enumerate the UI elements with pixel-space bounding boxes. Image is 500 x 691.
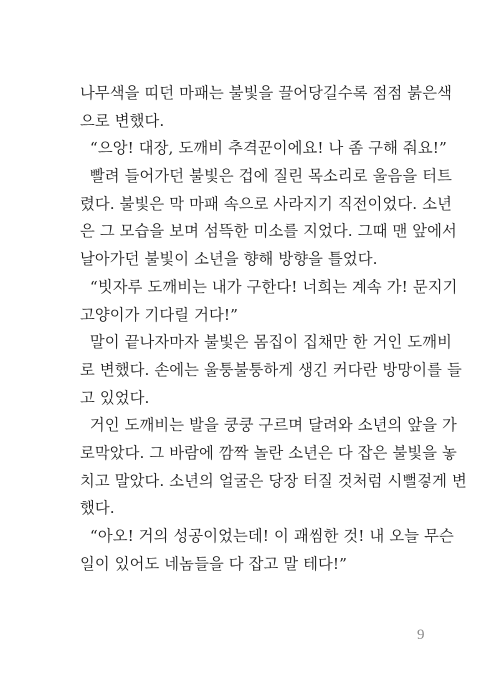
text-line: “아오! 거의 성공이었는데! 이 괘씸한 것! 내 오늘 무슨: [80, 527, 454, 545]
text-line: 했다.: [80, 499, 115, 518]
text-line: 고 있었다.: [80, 388, 150, 407]
text-line: 일이 있어도 네놈들을 다 잡고 말 테다!”: [80, 554, 348, 573]
text-line: 으로 변했다.: [80, 111, 165, 130]
text-line: 렸다. 불빛은 막 마패 속으로 사라지기 직전이었다. 소년: [80, 194, 452, 213]
text-line: 날아가던 불빛이 소년을 향해 방향을 틀었다.: [80, 250, 378, 269]
text-line: 고양이가 기다릴 거다!”: [80, 305, 238, 324]
text-line: “빗자루 도깨비는 내가 구한다! 너희는 계속 가! 문지기: [80, 277, 458, 296]
text-line: 거인 도깨비는 발을 쿵쿵 구르며 달려와 소년의 앞을 가: [80, 416, 457, 435]
text-line: 나무색을 띠던 마패는 불빛을 끌어당길수록 점점 붉은색: [80, 84, 452, 102]
text-line: “으앙! 대장, 도깨비 추격꾼이에요! 나 좀 구해 줘요!”: [80, 139, 447, 158]
text-line: 로막았다. 그 바람에 깜짝 놀란 소년은 다 잡은 불빛을 놓: [80, 443, 457, 462]
page-number: 9: [417, 627, 425, 643]
body-text: [80, 80, 467, 578]
text-line: 빨려 들어가던 불빛은 겁에 질린 목소리로 울음을 터트: [80, 167, 452, 186]
text-line: 로 변했다. 손에는 울퉁불퉁하게 생긴 커다란 방망이를 들: [80, 360, 462, 379]
text-line: 치고 말았다. 소년의 얼굴은 당장 터질 것처럼 시뻘겋게 변: [80, 471, 467, 490]
text-line: 말이 끝나자마자 불빛은 몸집이 집채만 한 거인 도깨비: [80, 333, 452, 352]
text-line: 은 그 모습을 보며 섬뜩한 미소를 지었다. 그때 맨 앞에서: [80, 222, 457, 241]
